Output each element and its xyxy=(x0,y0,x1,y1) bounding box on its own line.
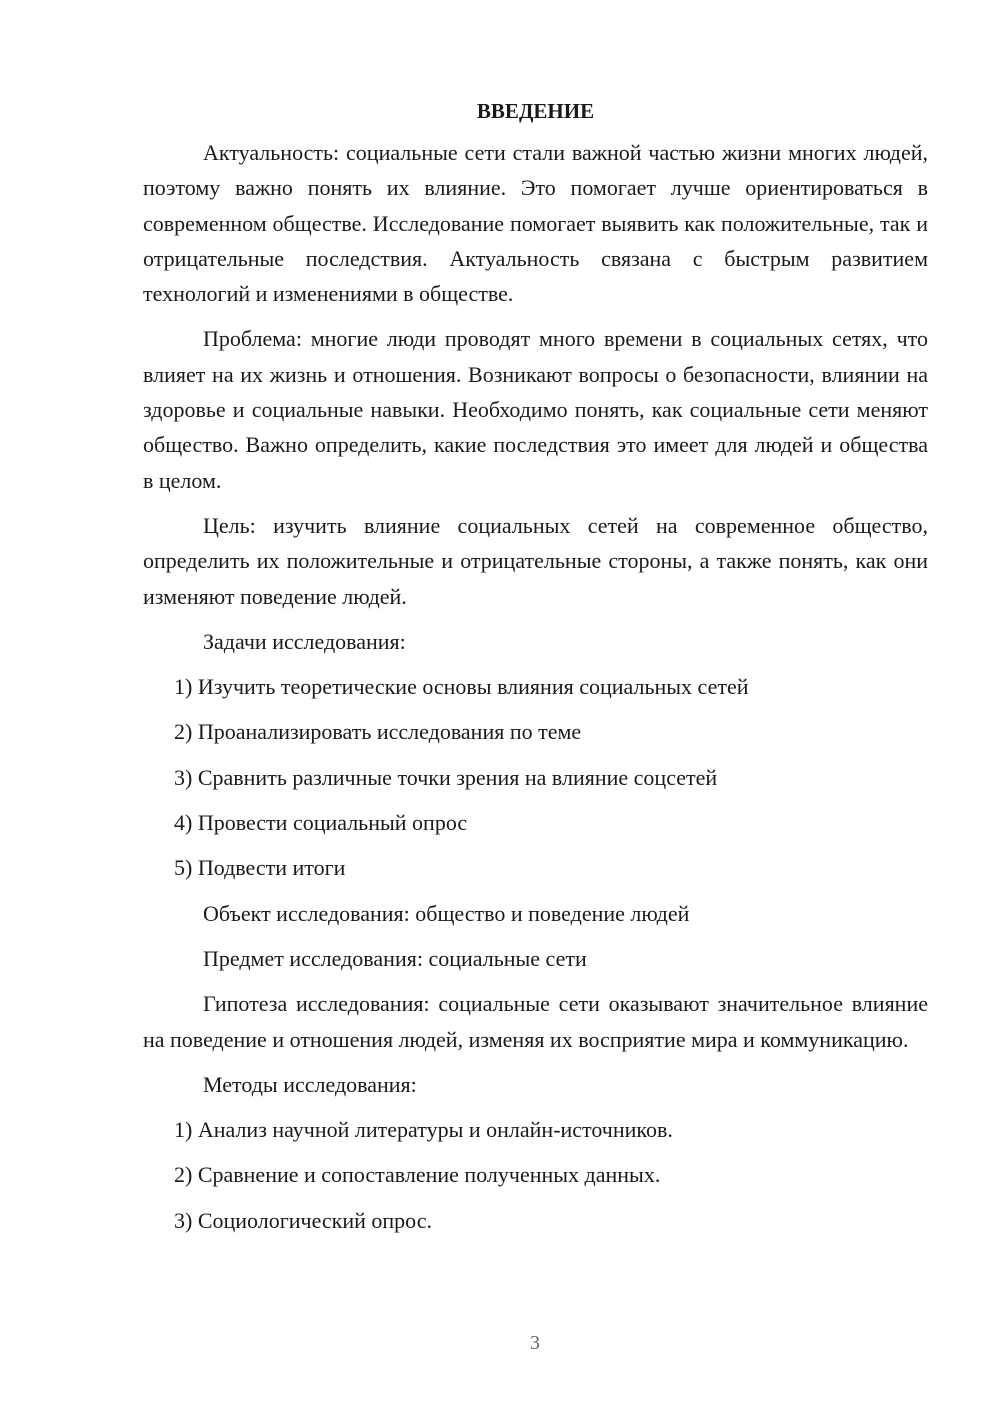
problem-paragraph: Проблема: многие люди проводят много времени в социальных сетях, что влияет на их жизнь и отношения. Возникают вопросы о безопасности, влиянии на здоровье и социальные навыки. Необходимо понять, как социальные сети меняют общество. Важно определить, какие последствия это имеет для людей и общества в целом. xyxy=(143,326,928,493)
task-item-2: 2) Проанализировать исследования по теме xyxy=(174,719,582,745)
task-item-1: 1) Изучить теоретические основы влияния социальных сетей xyxy=(174,674,749,700)
methods-title: Методы исследования: xyxy=(203,1071,417,1097)
method-item-3: 3) Социологический опрос. xyxy=(174,1207,432,1233)
relevance-paragraph: Актуальность: социальные сети стали важной частью жизни многих людей, поэтому важно понять их влияние. Это помогает лучше ориентироваться в современном обществе. Исследование помогает выявить как положительные, так и отрицательные последствия. Актуальность связана с быстрым развитием технологий и изменениями в обществе. xyxy=(143,140,928,307)
task-item-4: 4) Провести социальный опрос xyxy=(174,810,468,836)
method-item-1: 1) Анализ научной литературы и онлайн-источников. xyxy=(174,1117,673,1143)
tasks-title: Задачи исследования: xyxy=(203,628,406,654)
research-subject: Предмет исследования: социальные сети xyxy=(203,945,587,971)
page-content xyxy=(143,96,928,1248)
research-object: Объект исследования: общество и поведение людей xyxy=(203,900,690,926)
page-number: 3 xyxy=(530,1332,540,1354)
task-item-5: 5) Подвести итоги xyxy=(174,855,346,881)
task-item-3: 3) Сравнить различные точки зрения на влияние соцсетей xyxy=(174,764,718,790)
section-heading: ВВЕДЕНИЕ xyxy=(476,99,595,123)
method-item-2: 2) Сравнение и сопоставление полученных данных. xyxy=(174,1162,661,1188)
hypothesis-paragraph: Гипотеза исследования: социальные сети оказывают значительное влияние на поведение и отношения людей, изменяя их восприятие мира и коммуникацию. xyxy=(143,991,928,1052)
goal-paragraph: Цель: изучить влияние социальных сетей на современное общество, определить их положительные и отрицательные стороны, а также понять, как они изменяют поведение людей. xyxy=(143,512,928,609)
